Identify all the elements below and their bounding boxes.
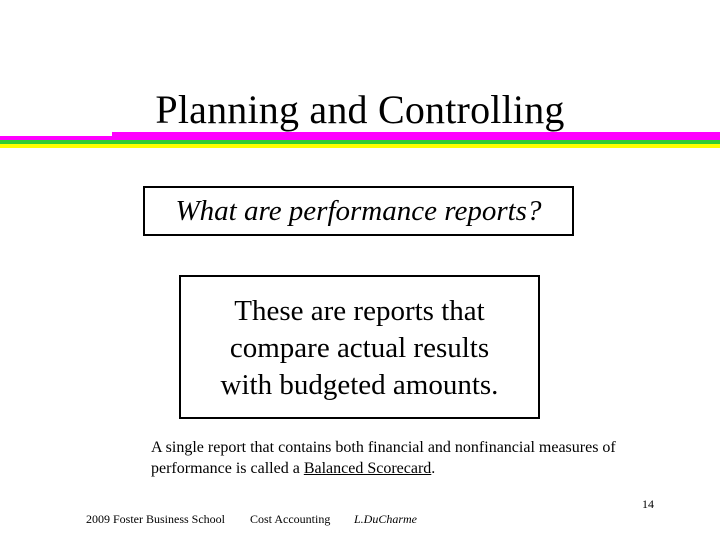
balanced-scorecard-note — [151, 437, 621, 479]
question-box — [143, 186, 574, 236]
page-number: 14 — [642, 497, 654, 511]
slide-title: Planning and Controlling — [155, 87, 565, 132]
note-text: A single report that contains both financial and nonfinancial measures of performance is called a — [151, 439, 616, 477]
answer-box — [179, 275, 540, 419]
note-period: . — [431, 460, 436, 477]
answer-line-1: These are reports that — [234, 295, 485, 327]
answer-line-2: compare actual results — [229, 332, 490, 364]
footer-author: L.DuCharme — [354, 512, 418, 526]
balanced-scorecard-term: Balanced Scorecard — [303, 460, 432, 477]
footer-copyright: 2009 Foster Business School — [86, 512, 226, 526]
footer-course: Cost Accounting — [250, 512, 331, 526]
decorative-stripes — [0, 132, 720, 149]
question-text: What are performance reports? — [175, 194, 542, 227]
answer-line-3: with budgeted amounts. — [220, 369, 499, 401]
yellow-stripe — [0, 144, 720, 148]
